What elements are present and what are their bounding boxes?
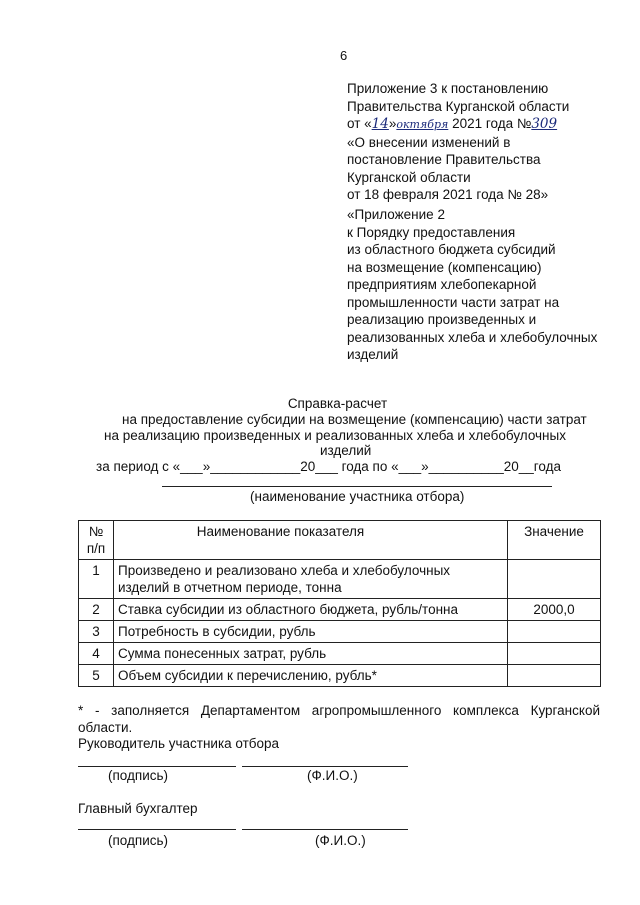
appendix3-line: от 18 февраля 2021 года № 28» xyxy=(347,187,549,202)
footnote-line: области. xyxy=(78,720,133,735)
appendix2-line: предприятиям хлебопекарной xyxy=(347,277,537,292)
appendix3-header xyxy=(347,80,569,204)
appendix2-line: реализацию произведенных и xyxy=(347,312,537,327)
head-sign-caption: (подпись) xyxy=(108,768,169,783)
table-header-row xyxy=(79,521,601,560)
page-number: 6 xyxy=(340,48,348,63)
acc-name-caption: (Ф.И.О.) xyxy=(315,833,366,848)
title-line: на реализацию произведенных и реализованных хлеба и хлебобулочных xyxy=(104,428,566,443)
participant-line xyxy=(162,486,552,487)
handwritten-day: 14 xyxy=(371,116,389,132)
acc-name-line xyxy=(242,829,408,830)
appendix2-line: изделий xyxy=(347,347,399,362)
appendix3-line: Курганской области xyxy=(347,169,471,185)
handwritten-month: октября xyxy=(396,118,449,131)
title-line: изделий xyxy=(320,443,372,458)
acc-sign-caption: (подпись) xyxy=(108,833,169,848)
table-row: 4 Сумма понесенных затрат, рубль xyxy=(79,643,601,665)
participant-caption: (наименование участника отбора) xyxy=(250,489,465,504)
table-row: 1 Произведено и реализовано хлеба и хлебобулочных изделий в отчетном периоде, тонна xyxy=(79,560,601,599)
appendix2-line: из областного бюджета субсидий xyxy=(347,242,556,257)
handwritten-number: 309 xyxy=(531,116,558,132)
appendix2-line: «Приложение 2 xyxy=(347,207,445,222)
head-name-caption: (Ф.И.О.) xyxy=(307,768,358,783)
appendix3-line: постановление Правительства xyxy=(347,152,541,167)
period-line: за период с «___»____________20___ года по «___»__________20__года xyxy=(96,459,562,474)
document-title: Справка-расчет xyxy=(287,396,388,411)
footnote-line: * - заполняется Департаментом агропромышленного комплекса Курганской xyxy=(78,703,600,718)
indicators-table xyxy=(78,520,601,687)
table-row: 2 Ставка субсидии из областного бюджета, рубль/тонна 2000,0 xyxy=(79,599,601,621)
acc-signature-line xyxy=(78,829,236,830)
appendix3-date-line: от «14»октября 2021 года №309 xyxy=(347,116,558,132)
appendix2-line: к Порядку предоставления xyxy=(347,224,516,240)
appendix2-line: на возмещение (компенсацию) xyxy=(347,259,542,275)
header-num: № п/п xyxy=(79,521,114,560)
head-title: Руководитель участника отбора xyxy=(78,736,280,751)
appendix3-line: «О внесении изменений в xyxy=(347,134,511,150)
title-line: на предоставление субсидии на возмещение (компенсацию) части затрат xyxy=(122,412,587,427)
appendix2-header xyxy=(347,206,597,364)
table-row: 5 Объем субсидии к перечислению, рубль* xyxy=(79,665,601,687)
accountant-title: Главный бухгалтер xyxy=(78,801,198,816)
appendix3-line: Правительства Курганской области xyxy=(347,98,570,114)
head-signature-line xyxy=(78,766,236,767)
header-value: Значение xyxy=(508,521,601,560)
appendix3-line: Приложение 3 к постановлению xyxy=(347,81,549,96)
head-name-line xyxy=(242,766,408,767)
appendix2-line: промышленности части затрат на xyxy=(347,294,560,310)
table-row: 3 Потребность в субсидии, рубль xyxy=(79,621,601,643)
appendix2-line: реализованных хлеба и хлебобулочных xyxy=(347,329,598,345)
header-name: Наименование показателя xyxy=(114,521,508,560)
